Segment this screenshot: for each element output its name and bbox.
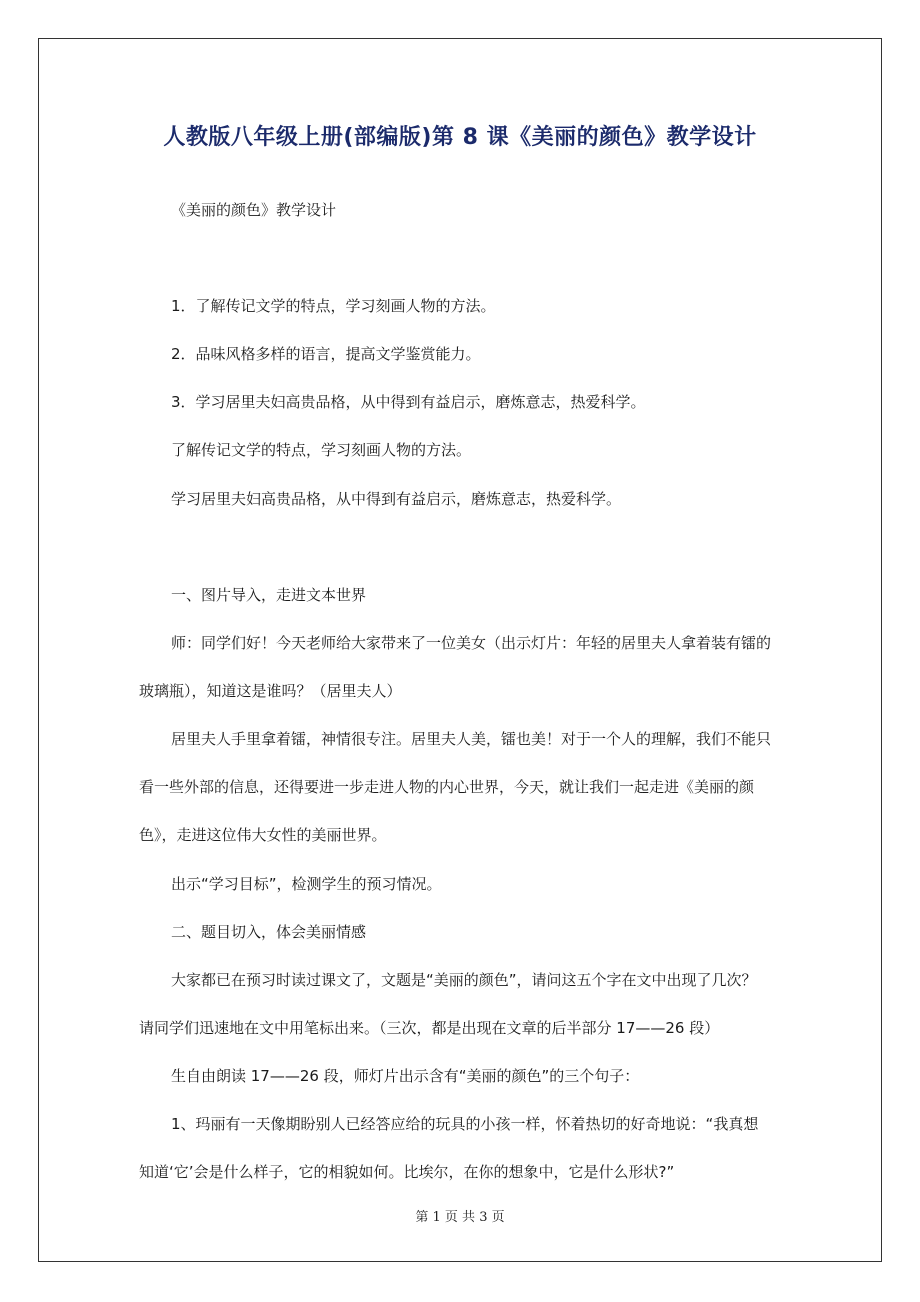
key-point: 了解传记文学的特点，学习刻画人物的方法。	[171, 441, 472, 459]
paragraph-line: 生自由朗读 17——26 段，师灯片出示含有“美丽的颜色”的三个句子：	[171, 1067, 640, 1085]
paragraph-line: 请同学们迅速地在文中用笔标出来。（三次，都是出现在文章的后半部分 17——26 段）	[139, 1019, 720, 1037]
page-footer: 第 1 页 共 3 页	[415, 1210, 505, 1225]
section-heading-2: 二、题目切入，体会美丽情感	[171, 923, 367, 941]
objective-1: 1．了解传记文学的特点，学习刻画人物的方法。	[171, 297, 496, 315]
paragraph-line: 色》，走进这位伟大女性的美丽世界。	[139, 826, 387, 844]
paragraph-line: 知道‘它’会是什么样子，它的相貌如何。比埃尔，在你的想象中，它是什么形状?”	[139, 1163, 675, 1181]
paragraph-line: 看一些外部的信息，还得要进一步走进人物的内心世界，今天，就让我们一起走进《美丽的颜	[139, 778, 755, 796]
paragraph-line: 玻璃瓶），知道这是谁吗？（居里夫人）	[139, 682, 402, 700]
objective-2: 2．品味风格多样的语言，提高文学鉴赏能力。	[171, 345, 481, 363]
objective-3: 3．学习居里夫妇高贵品格，从中得到有益启示，磨炼意志，热爱科学。	[171, 393, 646, 411]
section-heading-1: 一、图片导入，走进文本世界	[171, 586, 367, 604]
paragraph-line: 出示“学习目标”，检测学生的预习情况。	[171, 875, 442, 893]
paragraph-line: 大家都已在预习时读过课文了，文题是“美丽的颜色”，请问这五个字在文中出现了几次？	[171, 971, 757, 989]
paragraph-line: 师：同学们好！今天老师给大家带来了一位美女（出示灯片：年轻的居里夫人拿着装有镭的	[171, 634, 772, 652]
paragraph-line: 1、玛丽有一天像期盼别人已经答应给的玩具的小孩一样，怀着热切的好奇地说：“我真想	[171, 1115, 759, 1133]
document-title: 人教版八年级上册(部编版)第 8 课《美丽的颜色》教学设计	[163, 125, 757, 150]
difficult-point: 学习居里夫妇高贵品格，从中得到有益启示，磨炼意志，热爱科学。	[171, 490, 622, 508]
paragraph-line: 居里夫人手里拿着镭，神情很专注。居里夫人美，镭也美！对于一个人的理解，我们不能只	[171, 730, 772, 748]
paragraph-subtitle: 《美丽的颜色》教学设计	[171, 201, 337, 219]
